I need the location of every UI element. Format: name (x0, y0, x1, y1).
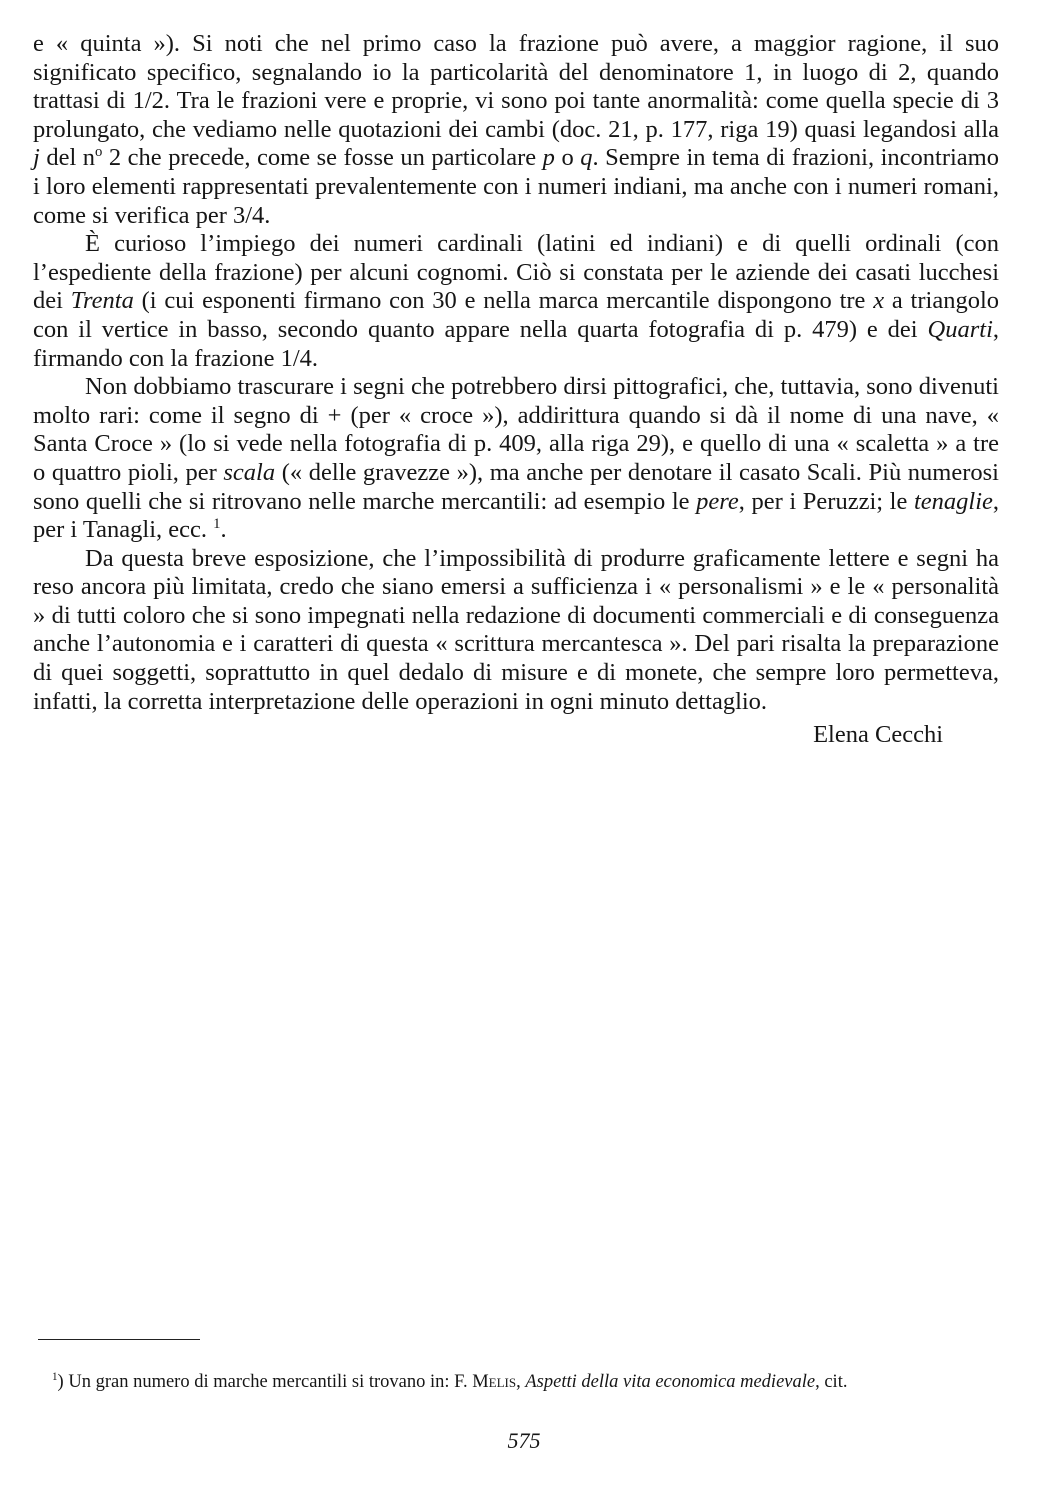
footnote-text: Un gran numero di marche mercantili si trovano in: F. (63, 1372, 473, 1392)
paragraph-pictographic-signs (33, 373, 999, 545)
paragraph-fractions (33, 30, 999, 230)
text-run: del n (39, 144, 96, 172)
italic-term: scala (223, 458, 276, 486)
superscript: o (95, 144, 103, 161)
text-run: 2 che precede, come se fosse un particolare (102, 144, 543, 172)
text-run: Da questa breve esposizione, che l’impossibilità di produrre graficamente lettere e segni ha reso ancora più limitata, credo che siano emersi a sufficienza i « personalismi » e le « personalità » di tutti coloro che si sono impegnati nella redazione di documenti commerciali e di conseguenza anche l’autonomia e i caratteri di questa « scrittura mercantesca ». Del pari risalta la preparazione di quei soggetti, soprattutto in quel dedalo di misure e di monete, che sempre loro permetteva, infatti, la corretta interpretazione delle operazioni in ogni minuto dettaglio. (33, 544, 999, 715)
footnote-marker-paren: ) (57, 1372, 64, 1392)
paragraph-surnames (33, 230, 999, 373)
footnote-comma: , (516, 1372, 526, 1392)
superscript: 1 (213, 515, 221, 532)
footnote-author: Melis (472, 1372, 517, 1392)
footnote-cit: , cit. (815, 1372, 848, 1392)
footnote-marker: 1 (52, 1370, 58, 1383)
footnote-divider (38, 1339, 200, 1340)
text-run: o (554, 144, 581, 172)
italic-term: pere (696, 487, 739, 515)
text-run: . Sempre in tema di frazioni, incontriamo i loro elementi rappresentati prevalentemente con i numeri indiani, ma anche con i numeri romani, come si verifica per 3/4. (33, 144, 999, 229)
italic-term: Trenta (70, 287, 134, 315)
text-run: (i cui esponenti firmano con 30 e nella marca mercantile dispongono tre (133, 287, 874, 315)
text-run: È curioso l’impiego dei numeri cardinali (latini ed indiani) e di quelli ordinali (con l’espediente della frazione) per alcuni cognomi. Ciò si constata per le aziende dei casati lucchesi dei (33, 230, 999, 315)
italic-term: x (873, 287, 885, 315)
italic-term: j (33, 144, 40, 172)
footnote-title: Aspetti della vita economica medievale (525, 1372, 816, 1392)
page-number: 575 (507, 1428, 541, 1453)
text-run: a triangolo con il vertice in basso, secondo quanto appare nella quarta fotografia di p. 479) e dei (33, 287, 1000, 343)
text-run: , firmando con la frazione 1/4. (33, 315, 999, 372)
text-run: (« delle gravezze »), ma anche per denotare il casato Scali. Più numerosi sono quelli che si ritrovano nelle marche mercantili: ad esempio le (33, 458, 999, 515)
article-body (33, 30, 999, 750)
text-run: Non dobbiamo trascurare i segni che potrebbero dirsi pittografici, che, tuttavia, sono divenuti molto rari: come il segno di + (per « croce »), addirittura quando si dà il nome di una nave, « Santa Croce » (lo si vede nella fotografia di p. 409, alla riga 29), e quello di una « scaletta » a tre o quattro pioli, per (33, 373, 999, 486)
footnote (52, 1370, 1002, 1394)
author-signature: Elena Cecchi (813, 721, 943, 749)
italic-term: p (542, 144, 555, 172)
paragraph-conclusion (33, 545, 999, 717)
italic-term: q (580, 144, 593, 172)
italic-term: Quarti (927, 315, 993, 343)
text-run: , per i Tanagli, ecc. (33, 487, 999, 544)
text-run: , per i Peruzzi; le (738, 487, 914, 515)
italic-term: tenaglie (913, 487, 993, 515)
text-run: e « quinta »). Si noti che nel primo caso la frazione può avere, a maggior ragione, il suo significato specifico, segnalando io la particolarità del denominatore 1, in luogo di 2, quando trattasi di 1/2. Tra le frazioni vere e proprie, vi sono poi tante anormalità: come quella specie di 3 prolungato, che vediamo nelle quotazioni dei cambi (doc. 21, p. 177, riga 19) quasi legandosi alla (33, 30, 999, 143)
text-run: . (220, 516, 227, 544)
